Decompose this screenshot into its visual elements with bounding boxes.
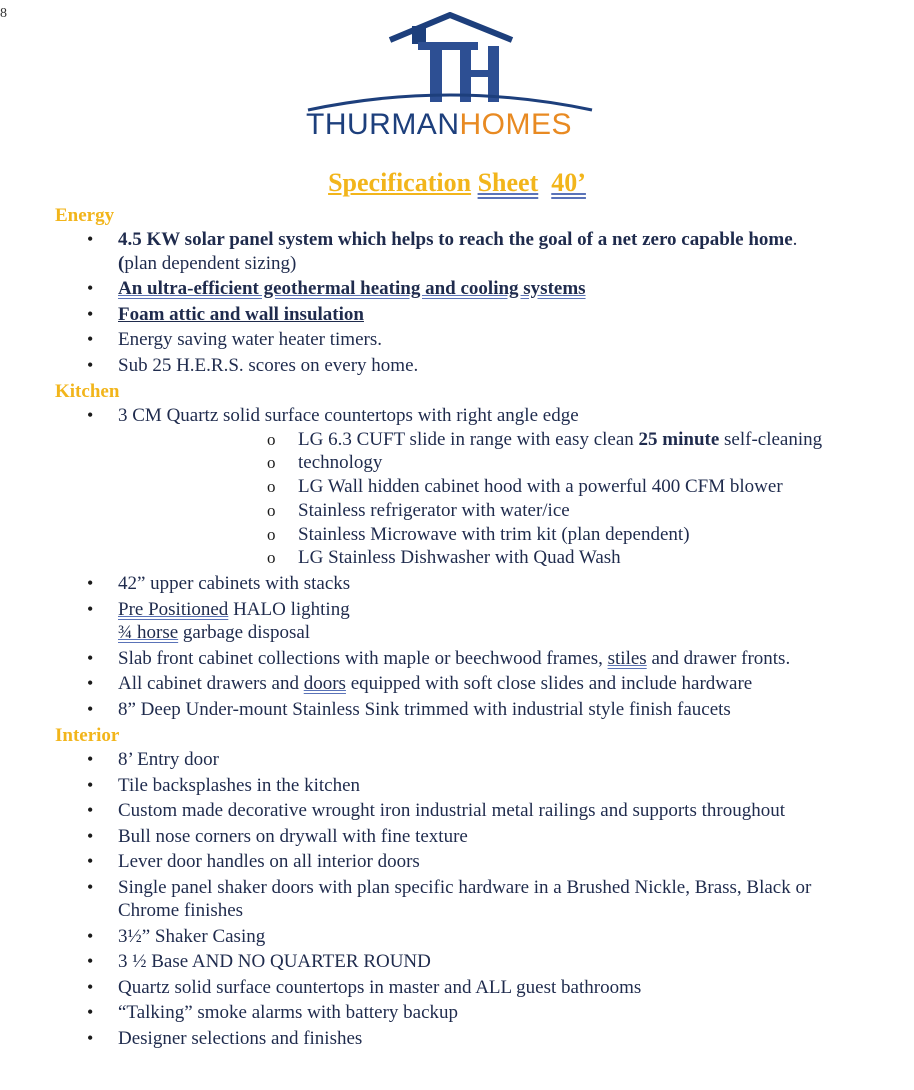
list-item <box>0 277 914 301</box>
sub-list-item: o Stainless refrigerator with water/ice <box>118 499 874 523</box>
list-item <box>0 672 914 696</box>
sub-list-item: o Stainless Microwave with trim kit (plan dependent) <box>118 523 874 547</box>
kitchen-item-5-a: All cabinet drawers and <box>118 673 304 695</box>
kitchen-item-5-c: equipped with soft close slides and include hardware <box>345 673 753 695</box>
kitchen-item-3-c: ¾ horse <box>118 622 179 644</box>
list-item <box>0 303 914 327</box>
energy-item-1-text: . <box>792 229 798 250</box>
page-title <box>0 168 914 198</box>
list-item: • Single panel shaker doors with plan specific hardware in a Brushed Nickle, Brass, Black or Chrome finishes <box>0 876 914 923</box>
list-item: • Sub 25 H.E.R.S. scores on every home. <box>0 354 914 378</box>
sub-list-item: o technology <box>118 451 874 475</box>
energy-item-1-bold: 4.5 KW solar panel system which helps to reach the goal of a net zero capable home <box>118 229 793 250</box>
kitchen-sub-1-c: self-cleaning <box>719 428 823 450</box>
energy-list <box>0 228 914 377</box>
kitchen-item-4-b: stiles <box>607 647 647 669</box>
list-item <box>0 598 914 645</box>
list-item: • Energy saving water heater timers. <box>0 328 914 352</box>
spec-content <box>0 203 914 1052</box>
list-item: • Lever door handles on all interior doors <box>0 850 914 874</box>
kitchen-item-4-a: Slab front cabinet collections with maple or beechwood frames, <box>118 647 608 669</box>
energy-item-2: An ultra-efficient geothermal heating and cooling systems <box>118 278 586 299</box>
list-item: • Tile backsplashes in the kitchen <box>0 774 914 798</box>
section-heading-energy: Energy <box>55 205 115 226</box>
kitchen-item-3-b: HALO lighting <box>228 598 350 620</box>
list-item: • 3 ½ Base AND NO QUARTER ROUND <box>0 950 914 974</box>
title-part-specification: Specification <box>328 168 472 197</box>
house-logo-icon <box>300 12 620 112</box>
list-item: • “Talking” smoke alarms with battery backup <box>0 1001 914 1025</box>
list-item: • 42” upper cabinets with stacks <box>0 572 914 596</box>
sub-list-item <box>118 428 874 452</box>
logo-text-thurman: THURMAN <box>306 108 460 141</box>
list-item <box>0 404 914 570</box>
section-heading-kitchen: Kitchen <box>55 381 120 402</box>
thurman-homes-logo <box>300 12 620 142</box>
title-part-size: 40’ <box>551 168 586 197</box>
kitchen-item-3-a: Pre Positioned <box>118 598 229 620</box>
page-corner-mark: 8 <box>0 6 7 21</box>
energy-item-1-note: plan dependent sizing) <box>124 252 297 274</box>
list-item: • Bull nose corners on drywall with fine texture <box>0 825 914 849</box>
energy-item-3: Foam attic and wall insulation <box>118 303 364 325</box>
kitchen-item-5-b: doors <box>303 673 346 695</box>
logo-wordmark <box>306 108 626 142</box>
list-item: • 8” Deep Under-mount Stainless Sink trimmed with industrial style finish faucets <box>0 698 914 722</box>
sub-list-item: o LG Wall hidden cabinet hood with a powerful 400 CFM blower <box>118 475 874 499</box>
logo-text-homes: HOMES <box>459 108 573 141</box>
kitchen-item-1: 3 CM Quartz solid surface countertops with right angle edge <box>118 405 579 426</box>
list-item: • Designer selections and finishes <box>0 1027 914 1051</box>
kitchen-sub-1-a: LG 6.3 CUFT slide in range with easy clean <box>298 428 639 450</box>
kitchen-sub-1-b: 25 minute <box>638 428 720 450</box>
list-item: • Custom made decorative wrought iron industrial metal railings and supports throughout <box>0 799 914 823</box>
list-item: • 8’ Entry door <box>0 748 914 772</box>
title-part-sheet: Sheet <box>477 168 539 197</box>
section-heading-interior: Interior <box>55 725 120 747</box>
energy-item-1-paren: ( <box>118 252 125 274</box>
kitchen-item-3-d: garbage disposal <box>178 622 311 644</box>
kitchen-item-4-c: and drawer fronts. <box>646 647 791 669</box>
interior-list <box>0 748 914 1050</box>
list-item <box>0 647 914 671</box>
list-item: • 3½” Shaker Casing <box>0 925 914 949</box>
sub-list-item: o LG Stainless Dishwasher with Quad Wash <box>118 546 874 570</box>
list-item: • Quartz solid surface countertops in master and ALL guest bathrooms <box>0 976 914 1000</box>
kitchen-sublist <box>118 428 874 571</box>
kitchen-list <box>0 404 914 721</box>
list-item <box>0 228 914 275</box>
